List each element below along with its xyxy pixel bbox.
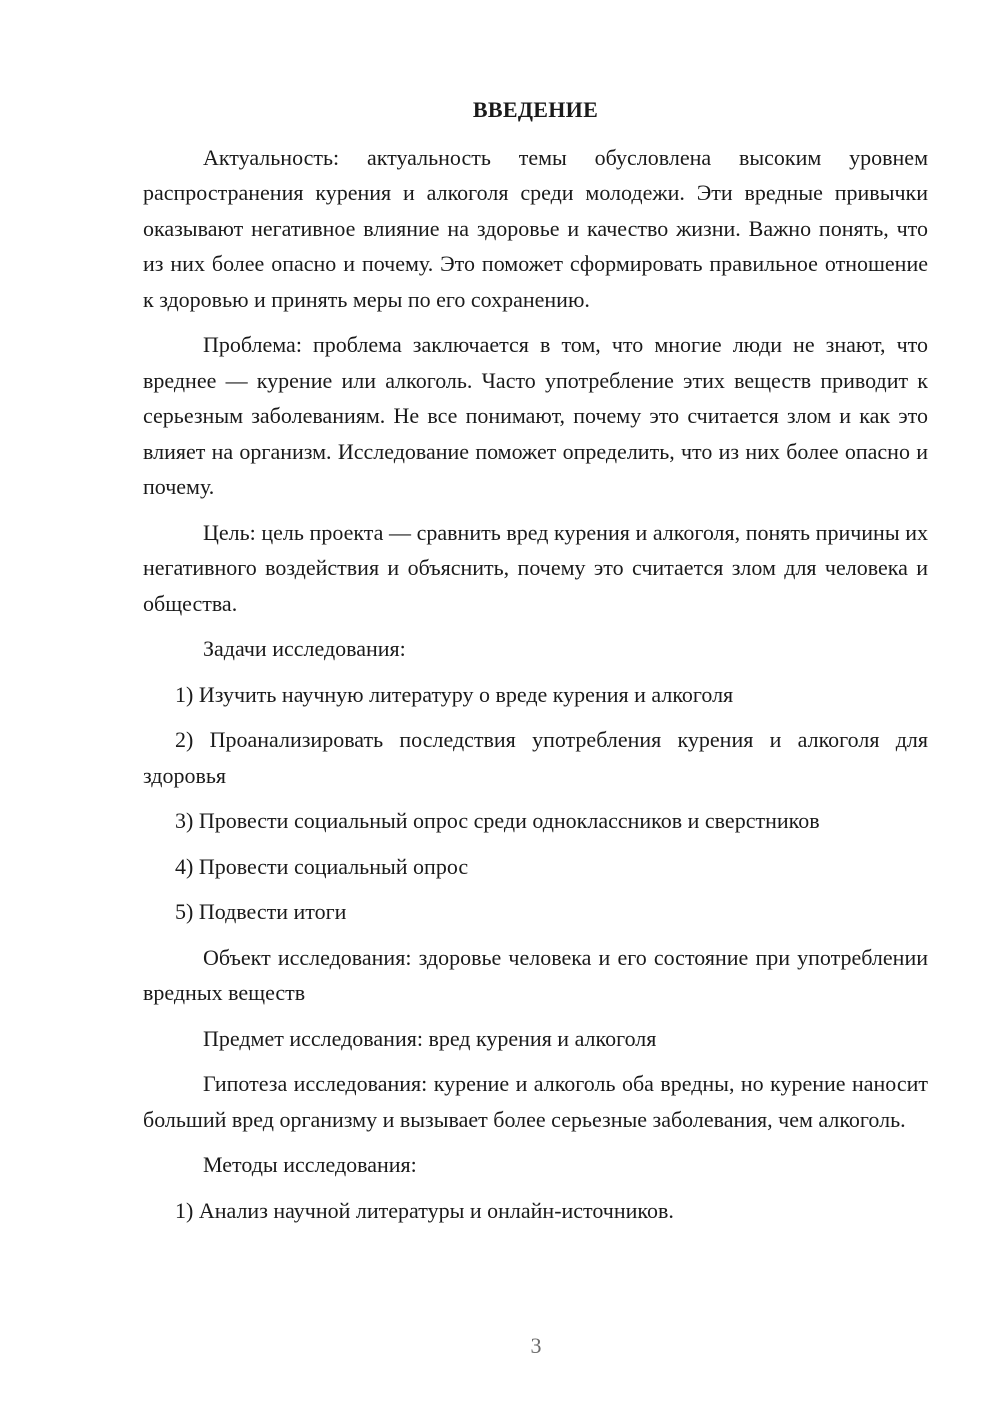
task-item-2: 2) Проанализировать последствия употребления курения и алкоголя для здоровья [143,727,928,788]
task-item-3: 3) Провести социальный опрос среди одноклассников и сверстников [175,808,820,833]
paragraph-goal: Цель: цель проекта — сравнить вред курения и алкоголя, понять причины их негативного воздействия и объяснить, почему это считается злом для человека и общества. [143,519,928,616]
task-item-1: 1) Изучить научную литературу о вреде курения и алкоголя [175,681,734,707]
page-number: 3 [530,1333,542,1358]
paragraph-object: Объект исследования: здоровье человека и его состояние при употреблении вредных веществ [143,944,928,1005]
method-item-1: 1) Анализ научной литературы и онлайн-источников. [175,1197,674,1223]
paragraph-hypothesis: Гипотеза исследования: курение и алкоголь оба вредны, но курение наносит больший вред организму и вызывает более серьезные заболевания, чем алкоголь. [143,1071,928,1132]
paragraph-relevance: Актуальность: актуальность темы обусловлена высоким уровнем распространения курения и алкоголя среди молодежи. Эти вредные привычки оказывают негативное влияние на здоровье и качество жизни. Важно понять, что из них более опасно и почему. Это поможет сформировать правильное отношение к здоровью и принять меры по его сохранению. [143,144,928,312]
task-item-5: 5) Подвести итоги [175,899,347,924]
document-page [143,92,928,1238]
methods-heading: Методы исследования: [203,1152,417,1177]
paragraph-problem: Проблема: проблема заключается в том, что многие люди не знают, что вреднее — курение или алкоголь. Часто употребление этих веществ приводит к серьезным заболеваниям. Не все понимают, почему это считается злом и как это влияет на организм. Исследование поможет определить, что из них более опасно и почему. [143,332,928,499]
tasks-heading: Задачи исследования: [203,636,406,661]
section-title: ВВЕДЕНИЕ [472,97,599,122]
paragraph-subject: Предмет исследования: вред курения и алкоголя [203,1025,657,1051]
task-item-4: 4) Провести социальный опрос [175,853,469,879]
